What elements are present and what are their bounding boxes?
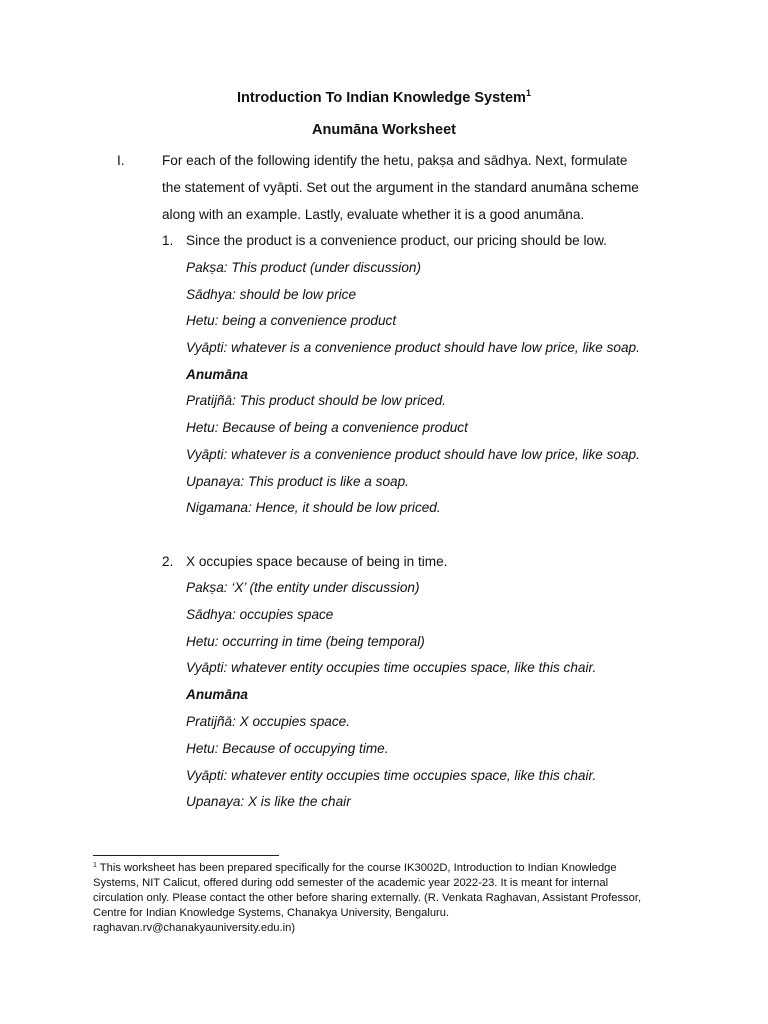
footnote-marker: 1 (93, 862, 97, 869)
hetu-line: Hetu: occurring in time (being temporal) (186, 634, 425, 649)
vyapti-line: Vyāpti: whatever entity occupies time occupies space, like this chair. (186, 660, 597, 675)
footnote-email[interactable]: raghavan.rv@chanakyauniversity.edu.in) (93, 922, 296, 934)
sadhya-line: Sādhya: occupies space (186, 607, 334, 622)
vyapti-line: Vyāpti: whatever is a convenience product should have low price, like soap. (186, 340, 640, 355)
footnote-line: Systems, NIT Calicut, offered during odd semester of the academic year 2022-23. It is meant for internal (93, 877, 609, 889)
footnote-line (93, 861, 693, 876)
vyapti-example-line: Vyāpti: whatever is a convenience product should have low price, like soap. (186, 447, 640, 462)
vyapti-example-line: Vyāpti: whatever entity occupies time occupies space, like this chair. (186, 768, 597, 783)
footnote-line: Centre for Indian Knowledge Systems, Chanakya University, Bengaluru. (93, 907, 450, 919)
paksa-line: Pakṣa: ‘X’ (the entity under discussion) (186, 580, 420, 595)
upanaya-line: Upanaya: X is like the chair (186, 794, 351, 809)
item-statement: X occupies space because of being in time. (186, 554, 448, 569)
footnote-line: circulation only. Please contact the other before sharing externally. (R. Venkata Raghavan, Assistant Professor, (93, 892, 642, 904)
footnote (93, 861, 693, 936)
intro-line: the statement of vyāpti. Set out the argument in the standard anumāna scheme (162, 180, 639, 195)
section-marker: I. (117, 153, 125, 168)
item-statement: Since the product is a convenience product, our pricing should be low. (186, 233, 607, 248)
intro-line: along with an example. Lastly, evaluate whether it is a good anumāna. (162, 207, 585, 222)
intro-line: For each of the following identify the hetu, pakṣa and sādhya. Next, formulate (162, 153, 628, 168)
nigamana-line: Nigamana: Hence, it should be low priced. (186, 500, 441, 515)
hetu-reason-line: Hetu: Because of occupying time. (186, 741, 389, 756)
anumana-heading: Anumāna (186, 687, 248, 702)
footnote-separator (93, 855, 279, 856)
worksheet-subtitle: Anumāna Worksheet (312, 122, 456, 138)
item-number: 2. (162, 554, 174, 569)
pratijna-line: Pratijñā: This product should be low priced. (186, 393, 446, 408)
footnote-text: This worksheet has been prepared specifically for the course IK3002D, Introduction to Indian Knowledge (96, 862, 617, 874)
anumana-heading: Anumāna (186, 367, 248, 382)
paksa-line: Pakṣa: This product (under discussion) (186, 260, 421, 275)
item-number: 1. (162, 233, 174, 248)
pratijna-line: Pratijñā: X occupies space. (186, 714, 350, 729)
document-title (0, 90, 768, 106)
title-footnote-marker[interactable]: 1 (525, 88, 531, 98)
title-text: Introduction To Indian Knowledge System (237, 90, 526, 106)
sadhya-line: Sādhya: should be low price (186, 287, 357, 302)
hetu-line: Hetu: being a convenience product (186, 313, 397, 328)
upanaya-line: Upanaya: This product is like a soap. (186, 474, 409, 489)
hetu-reason-line: Hetu: Because of being a convenience product (186, 420, 468, 435)
